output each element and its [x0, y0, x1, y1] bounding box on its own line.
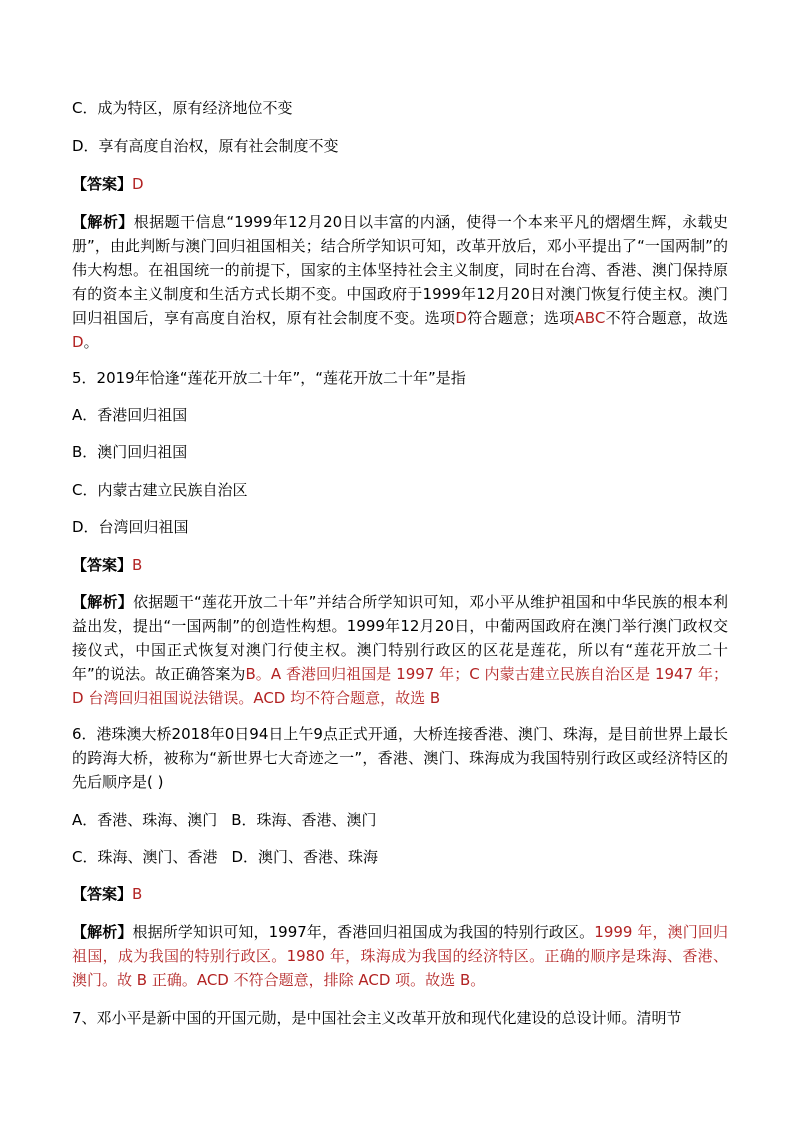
q6-analysis: [72, 920, 728, 992]
answer-value: B: [132, 885, 143, 903]
analysis-label: 【解析】: [72, 593, 133, 611]
q6-answer: [72, 882, 728, 906]
q5-answer: [72, 553, 728, 577]
q6-options-row-2: [72, 845, 728, 869]
q4-option-d: D．享有高度自治权，原有社会制度不变: [72, 137, 339, 155]
q7-stem: 7、邓小平是新中国的开国元勋，是中国社会主义改革开放和现代化建设的总设计师。清明节: [72, 1009, 682, 1027]
analysis-red-text: 1999 年，澳门回归祖国，成为我国的特别行政区。1980 年，珠海成为我国的经济特区。正确的顺序是珠海、香港、澳门。故 B 正确。ACD 不符合题意，排除 ACD 项。故选 B。: [72, 923, 728, 989]
analysis-option: D: [455, 309, 467, 327]
analysis-red-text: B。A 香港回归祖国是 1997 年；C 内蒙古建立民族自治区是 1947 年；D 台湾回归祖国说法错误。ACD 均不符合题意，故选 B: [72, 665, 729, 707]
answer-label: 【答案】: [72, 885, 133, 903]
analysis-label: 【解析】: [72, 923, 133, 941]
q6-option-a: A．香港、珠海、澳门: [72, 811, 218, 829]
analysis-label: 【解析】: [72, 213, 134, 231]
q4-analysis: [72, 210, 728, 354]
q5-option-d: D．台湾回归祖国: [72, 518, 189, 536]
q6-option-b: B．珠海、香港、澳门: [231, 811, 377, 829]
answer-value: B: [132, 556, 143, 574]
analysis-option-3: D: [72, 333, 84, 351]
analysis-text-3: 不符合题意，故选: [605, 309, 728, 327]
analysis-text: 根据所学知识可知，1997年，香港回归祖国成为我国的特别行政区。: [132, 923, 595, 941]
q6-option-c: C．珠海、澳门、香港: [72, 848, 218, 866]
q6-options-row-1: [72, 808, 728, 832]
q5-option-b: B．澳门回归祖国: [72, 443, 188, 461]
q5-option-c: C．内蒙古建立民族自治区: [72, 481, 248, 499]
q5-option-a: A．香港回归祖国: [72, 406, 188, 424]
analysis-option-2: ABC: [574, 309, 606, 327]
answer-label: 【答案】: [72, 556, 133, 574]
analysis-text: 根据题干信息“1999年12月20日以丰富的内涵，使得一个本来平凡的熠熠生辉，永载史册”，由此判断与澳门回归祖国相关；结合所学知识可知，改革开放后，邓小平提出了“一国两制”的伟大构想。在祖国统一的前提下，国家的主体坚持社会主义制度，同时在台湾、香港、澳门保持原有的资本主义制度和生活方式长期不变。中国政府于1999年12月20日对澳门恢复行使主权。澳门回归祖国后，享有高度自治权，原有社会制度不变。选项: [72, 213, 728, 327]
q6-stem: 6．港珠澳大桥2018年0日94日上午9点正式开通，大桥连接香港、澳门、珠海，是目前世界上最长的跨海大桥，被称为“新世界七大奇迹之一”，香港、澳门、珠海成为我国特别行政区或经济特区的先后顺序是( ): [72, 725, 728, 791]
q5-stem: 5．2019年恰逢“莲花开放二十年”，“莲花开放二十年”是指: [72, 369, 466, 387]
answer-value: D: [132, 175, 144, 193]
answer-label: 【答案】: [72, 175, 133, 193]
analysis-text: 依据题干“莲花开放二十年”并结合所学知识可知，邓小平从维护祖国和中华民族的根本利益出发，提出“一国两制”的创造性构想。1999年12月20日，中葡两国政府在澳门举行澳门政权交接仪式，中国正式恢复对澳门行使主权。澳门特别行政区的区花是莲花，所以有“莲花开放二十年”的说法。故正确答案为: [72, 593, 728, 683]
q4-answer: [72, 172, 728, 196]
analysis-text-2: 符合题意；选项: [466, 309, 575, 327]
analysis-end: 。: [83, 333, 99, 351]
q4-option-c: C．成为特区，原有经济地位不变: [72, 99, 293, 117]
q5-analysis: [72, 590, 728, 710]
q6-option-d: D．澳门、香港、珠海: [231, 848, 379, 866]
